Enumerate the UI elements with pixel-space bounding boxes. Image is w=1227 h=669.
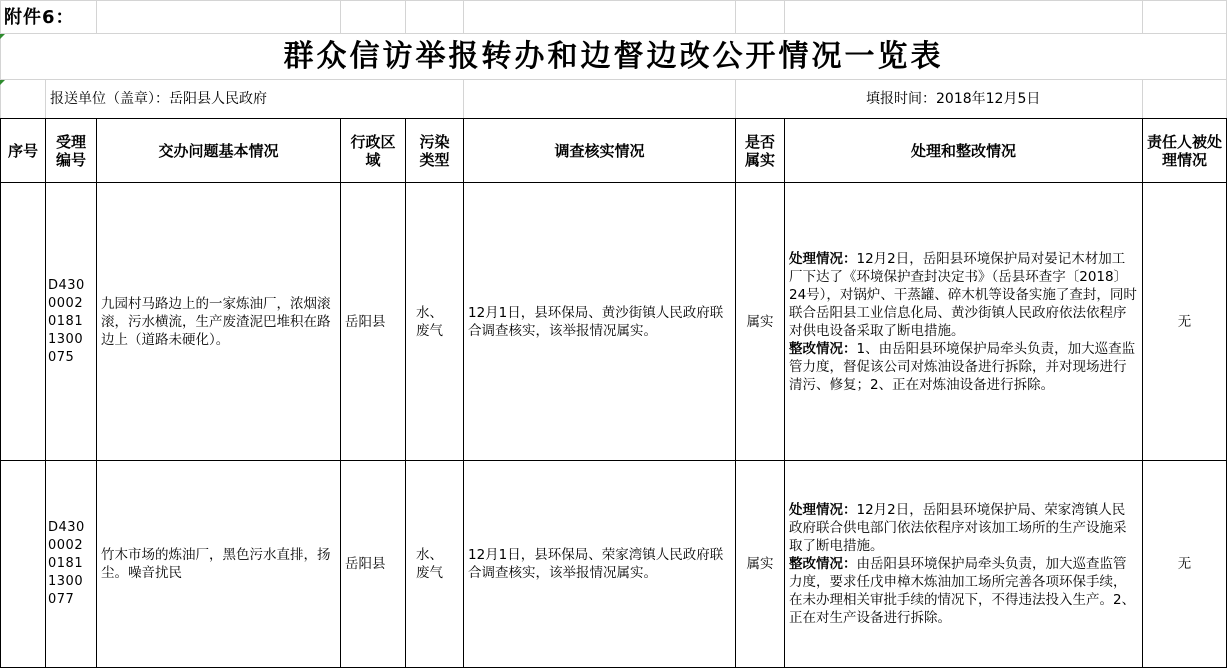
row2-accept-line: 077 bbox=[48, 592, 75, 607]
row1-is-true: 属实 bbox=[746, 313, 774, 330]
report-unit: 报送单位（盖章）：岳阳县人民政府 bbox=[50, 91, 267, 107]
row1-issue: 九园村马路边上的一家炼油厂，浓烟滚滚，污水横流，生产废渣泥巴堆积在路边上（道路未硬化）。 bbox=[101, 295, 331, 348]
row2-region: 岳阳县 bbox=[345, 556, 386, 572]
row1-region: 岳阳县 bbox=[345, 313, 386, 330]
row2-rectify-text: 由岳阳县环境保护局牵头负责，加大巡查监管力度，要求任戊申樟木炼油加工场所完善各项环保手续，在未办理相关审批手续的情况下，不得违法投入生产。2、正在对生产设备进行拆除。 bbox=[789, 556, 1136, 626]
row2-accept-line: D430 bbox=[48, 520, 85, 535]
row1-rectify-text: 1、由岳阳县环境保护局牵头负责，加大巡查监管力度，督促该公司对炼油设备进行拆除，并对现场进行清污、修复；2、正在对炼油设备进行拆除。 bbox=[789, 340, 1136, 393]
header-seq: 序号 bbox=[7, 141, 38, 160]
row1-accountability: 无 bbox=[1177, 313, 1192, 330]
row2-investigation: 12月1日，县环保局、荣家湾镇人民政府联合调查核实，该举报情况属实。 bbox=[468, 547, 724, 581]
header-issue: 交办问题基本情况 bbox=[158, 141, 279, 160]
annex-label: 附件6： bbox=[4, 7, 75, 28]
row1-handling bbox=[785, 183, 1142, 460]
header-handling: 处理和整改情况 bbox=[910, 141, 1016, 160]
header-accountability: 责任人被处理情况 bbox=[1147, 132, 1223, 169]
row2-accept-no bbox=[46, 461, 96, 667]
row2-is-true: 属实 bbox=[746, 556, 774, 572]
header-pollution: 污染类型 bbox=[419, 132, 450, 169]
row1-accept-line: 075 bbox=[48, 349, 75, 365]
row1-accept-line: 0002 bbox=[48, 295, 84, 311]
row1-handling-label: 处理情况： bbox=[789, 250, 857, 267]
header-is-true: 是否属实 bbox=[744, 132, 775, 169]
row1-accept-line: 0181 bbox=[48, 313, 84, 329]
row2-issue: 竹木市场的炼油厂，黑色污水直排，扬尘。噪音扰民 bbox=[101, 547, 331, 581]
row2-handling-label: 处理情况： bbox=[789, 502, 857, 518]
row1-accept-no bbox=[46, 183, 96, 460]
row1-accept-line: D430 bbox=[48, 277, 85, 293]
header-region: 行政区域 bbox=[350, 132, 396, 169]
row2-handling-text: 12月2日，岳阳县环境保护局、荣家湾镇人民政府联合供电部门依法依程序对该加工场所的生产设施采取了断电措施。 bbox=[789, 502, 1127, 554]
row2-accept-line: 1300 bbox=[48, 574, 84, 589]
fill-time: 填报时间：2018年12月5日 bbox=[866, 91, 1041, 107]
row1-pollution: 水、废气 bbox=[416, 304, 443, 339]
row2-accept-line: 0181 bbox=[48, 556, 84, 571]
row1-accept-line: 1300 bbox=[48, 331, 84, 347]
row1-handling-text: 12月2日，岳阳县环境保护局对晏记木材加工厂下达了《环境保护查封决定书》（岳县环查字〔2018〕24号），对锅炉、干蒸罐、碎木机等设备实施了查封，同时联合岳阳县工业信息化局、黄沙街镇人民政府依法依程序对供电设备采取了断电措施。 bbox=[789, 250, 1137, 339]
row2-pollution: 水、废气 bbox=[416, 547, 443, 581]
row1-investigation: 12月1日，县环保局、黄沙街镇人民政府联合调查核实，该举报情况属实。 bbox=[468, 304, 724, 339]
page-title: 群众信访举报转办和边督边改公开情况一览表 bbox=[283, 39, 944, 74]
row1-rectify-label: 整改情况： bbox=[789, 340, 857, 357]
row2-rectify-label: 整改情况： bbox=[789, 556, 857, 572]
header-investigation: 调查核实情况 bbox=[554, 141, 645, 160]
row2-handling bbox=[785, 461, 1142, 667]
row2-accept-line: 0002 bbox=[48, 538, 84, 553]
row1-seq bbox=[1, 183, 45, 460]
row2-accountability: 无 bbox=[1177, 556, 1192, 572]
header-accept-no: 受理编号 bbox=[56, 132, 87, 169]
row2-seq bbox=[1, 461, 45, 667]
